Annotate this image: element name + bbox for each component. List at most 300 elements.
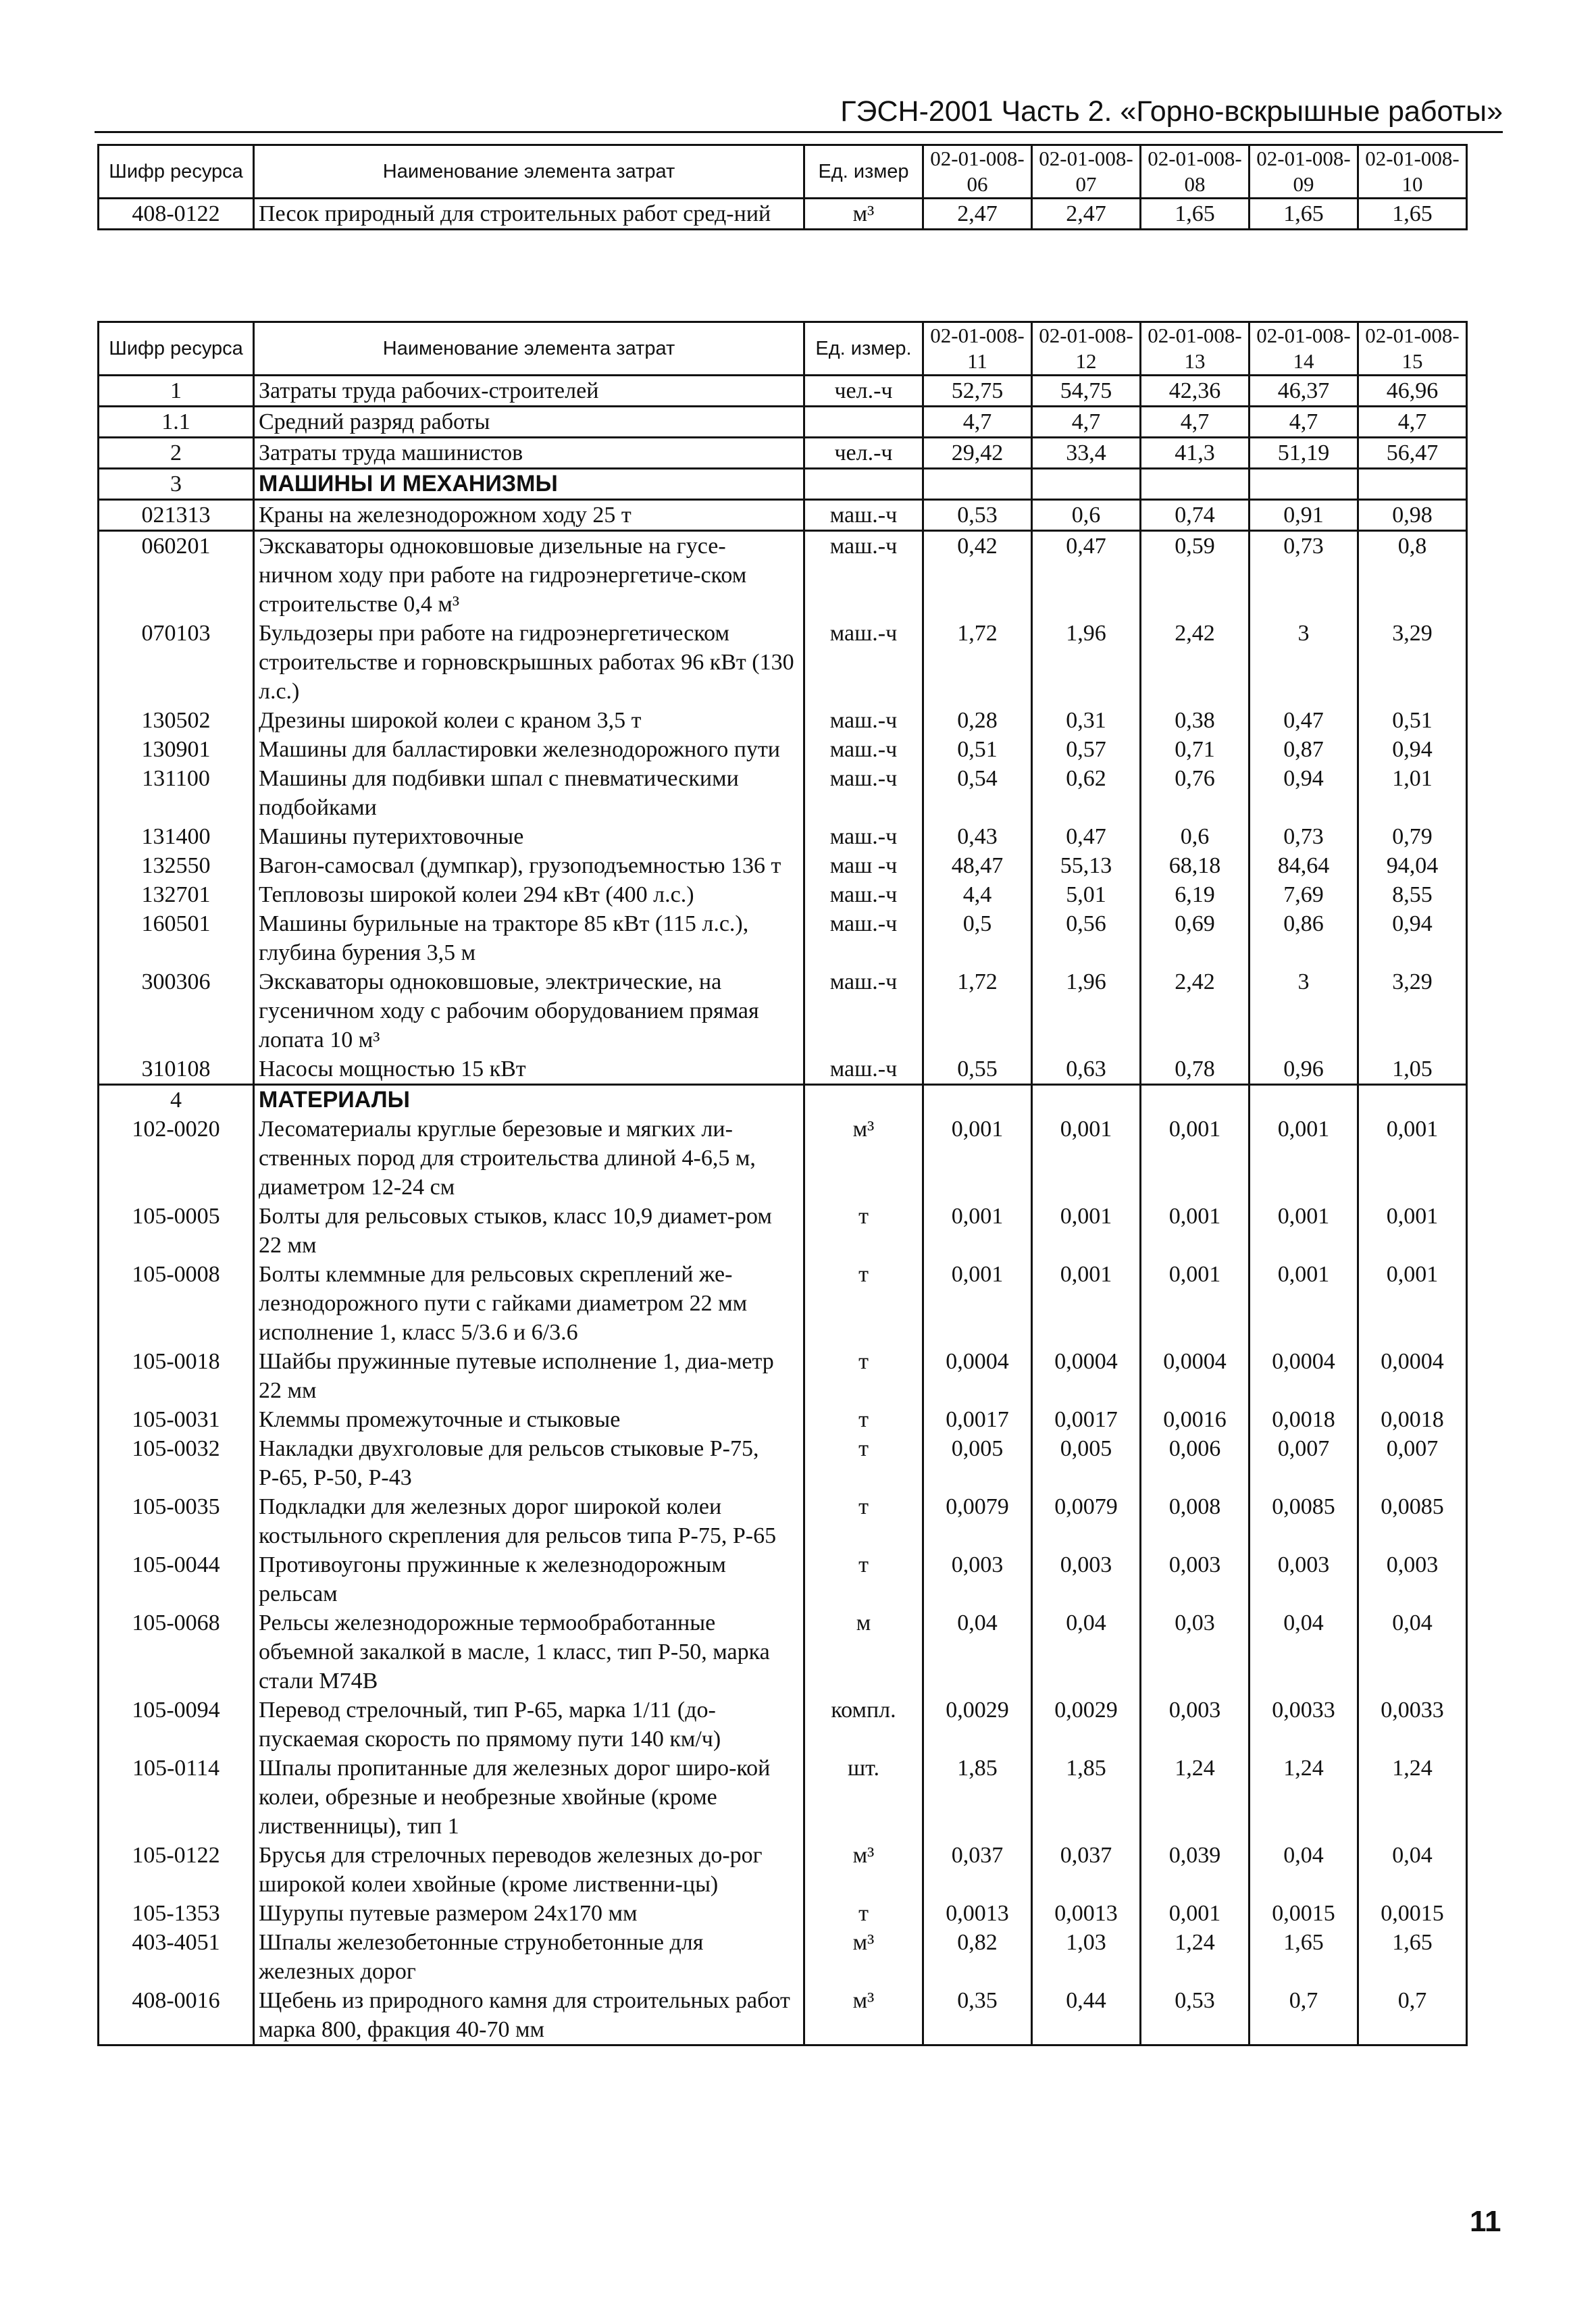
value-cell: 0,008 [1141,1492,1250,1550]
value-cell [1358,1085,1467,1115]
value-cell: 0,31 [1032,706,1141,735]
value-cell: 7,69 [1250,880,1358,909]
value-cell [1358,469,1467,500]
unit-cell: т [804,1492,923,1550]
value-cell [1250,469,1358,500]
value-cell: 0,28 [923,706,1032,735]
resource-name: Болты клеммные для рельсовых скреплений же-лезнодорожного пути с гайками диаметром 22 мм исполнение 1, класс 5/3.6 и 6/3.6 [254,1260,804,1347]
unit-cell [804,1085,923,1115]
value-cell: 0,5 [923,909,1032,967]
resource-code: 105-0035 [99,1492,254,1550]
value-cell: 1,65 [1358,1928,1467,1986]
value-cell: 0,87 [1250,735,1358,764]
value-cell: 33,4 [1032,438,1141,469]
table-body [99,376,1467,2045]
value-cell: 1,96 [1032,619,1141,706]
value-cell: 0,001 [1250,1115,1358,1202]
unit-cell: маш.-ч [804,619,923,706]
value-cell: 4,7 [1250,407,1358,438]
unit-cell: т [804,1347,923,1405]
resource-name: Затраты труда машинистов [254,438,804,469]
value-cell: 0,82 [923,1928,1032,1986]
value-cell: 46,96 [1358,376,1467,407]
value-cell: 0,007 [1250,1434,1358,1492]
unit-cell: т [804,1405,923,1434]
table-row [99,1347,1467,1405]
value-cell: 1,65 [1358,199,1467,230]
resource-name: Болты для рельсовых стыков, класс 10,9 диамет-ром 22 мм [254,1202,804,1260]
unit-cell: маш.-ч [804,880,923,909]
unit-cell: чел.-ч [804,376,923,407]
value-cell: 0,0013 [1032,1899,1141,1928]
resource-name: Шпалы пропитанные для железных дорог широ-кой колеи, обрезные и необрезные хвойные (кроме лиственницы), тип 1 [254,1754,804,1841]
resource-code: 403-4051 [99,1928,254,1986]
value-cell: 29,42 [923,438,1032,469]
value-cell: 0,73 [1250,531,1358,619]
resource-name: Краны на железнодорожном ходу 25 т [254,500,804,531]
resource-code: 105-0008 [99,1260,254,1347]
value-cell: 0,0017 [1032,1405,1141,1434]
value-cell: 8,55 [1358,880,1467,909]
resource-code: 105-0032 [99,1434,254,1492]
column-header-name: Наименование элемента затрат [254,145,804,199]
table-row [99,1434,1467,1492]
value-cell [1032,469,1141,500]
value-cell: 0,57 [1032,735,1141,764]
value-cell: 0,0004 [1032,1347,1141,1405]
unit-cell: маш.-ч [804,967,923,1054]
value-cell: 0,04 [923,1608,1032,1696]
column-header-norm: 02-01-008-14 [1250,322,1358,376]
value-cell: 1,24 [1358,1754,1467,1841]
value-cell: 1,24 [1141,1754,1250,1841]
value-cell: 0,91 [1250,500,1358,531]
resource-code: 105-0031 [99,1405,254,1434]
value-cell: 1,85 [923,1754,1032,1841]
unit-cell: маш.-ч [804,764,923,822]
value-cell: 0,71 [1141,735,1250,764]
table-row [99,1260,1467,1347]
unit-cell: т [804,1899,923,1928]
resource-code: 105-0005 [99,1202,254,1260]
value-cell [1250,1085,1358,1115]
resource-code: 105-0114 [99,1754,254,1841]
page-header [95,92,1503,133]
value-cell: 0,0016 [1141,1405,1250,1434]
resource-name: Песок природный для строительных работ сред-ний [254,199,804,230]
value-cell: 1,03 [1032,1928,1141,1986]
resource-code: 102-0020 [99,1115,254,1202]
resource-code: 070103 [99,619,254,706]
value-cell [1141,1085,1250,1115]
value-cell: 3 [1250,619,1358,706]
unit-cell: т [804,1260,923,1347]
value-cell: 0,001 [1141,1202,1250,1260]
column-header-norm: 02-01-008-08 [1141,145,1250,199]
resource-code: 1 [99,376,254,407]
resource-name: Затраты труда рабочих-строителей [254,376,804,407]
value-cell: 0,005 [1032,1434,1141,1492]
value-cell: 0,0018 [1358,1405,1467,1434]
table-row [99,1054,1467,1085]
table-header-row [99,322,1467,376]
value-cell [1032,1085,1141,1115]
value-cell: 0,7 [1358,1986,1467,2045]
table-row [99,764,1467,822]
table-row [99,1928,1467,1986]
resource-name: Машины путерихтовочные [254,822,804,851]
value-cell: 0,04 [1358,1841,1467,1899]
value-cell: 0,51 [923,735,1032,764]
unit-cell: маш.-ч [804,909,923,967]
resource-code: 131400 [99,822,254,851]
table-header-row [99,145,1467,199]
resource-table-top [97,144,1468,230]
table-row [99,438,1467,469]
value-cell: 0,94 [1358,735,1467,764]
column-header-norm: 02-01-008-09 [1250,145,1358,199]
value-cell: 4,7 [923,407,1032,438]
value-cell: 4,4 [923,880,1032,909]
unit-cell: м³ [804,1986,923,2045]
table-row [99,199,1467,230]
resource-name: Средний разряд работы [254,407,804,438]
value-cell: 1,01 [1358,764,1467,822]
table-row [99,1696,1467,1754]
value-cell: 48,47 [923,851,1032,880]
value-cell: 0,96 [1250,1054,1358,1085]
value-cell: 0,04 [1250,1608,1358,1696]
resource-code: 408-0016 [99,1986,254,2045]
value-cell: 0,56 [1032,909,1141,967]
table-row [99,1754,1467,1841]
table-row [99,851,1467,880]
table-row [99,376,1467,407]
unit-cell: м³ [804,1841,923,1899]
value-cell: 3 [1250,967,1358,1054]
value-cell: 1,85 [1032,1754,1141,1841]
resource-code: 2 [99,438,254,469]
value-cell: 1,72 [923,967,1032,1054]
value-cell: 0,0029 [923,1696,1032,1754]
column-header-name: Наименование элемента затрат [254,322,804,376]
table-row [99,1492,1467,1550]
value-cell [923,469,1032,500]
resource-name: Насосы мощностью 15 кВт [254,1054,804,1085]
value-cell: 0,55 [923,1054,1032,1085]
value-cell: 0,037 [923,1841,1032,1899]
unit-cell: т [804,1202,923,1260]
table-row [99,619,1467,706]
value-cell: 5,01 [1032,880,1141,909]
table-row [99,1986,1467,2045]
value-cell: 1,05 [1358,1054,1467,1085]
table-row [99,1115,1467,1202]
section-title: МАШИНЫ И МЕХАНИЗМЫ [254,469,804,500]
table-row [99,1899,1467,1928]
unit-cell: шт. [804,1754,923,1841]
value-cell: 0,001 [1032,1115,1141,1202]
unit-cell: м [804,1608,923,1696]
value-cell: 0,0085 [1250,1492,1358,1550]
column-header-norm: 02-01-008-11 [923,322,1032,376]
resource-name: Брусья для стрелочных переводов железных до-рог широкой колеи хвойные (кроме лиственни-цы) [254,1841,804,1899]
value-cell: 0,0004 [1250,1347,1358,1405]
value-cell: 0,001 [1032,1202,1141,1260]
resource-name: Бульдозеры при работе на гидроэнергетическом строительстве и горновскрышных работах 96 кВт (130 л.с.) [254,619,804,706]
value-cell: 0,04 [1358,1608,1467,1696]
value-cell: 2,42 [1141,619,1250,706]
value-cell: 1,65 [1250,1928,1358,1986]
value-cell: 55,13 [1032,851,1141,880]
value-cell: 0,47 [1032,531,1141,619]
value-cell: 0,001 [1141,1115,1250,1202]
value-cell: 6,19 [1141,880,1250,909]
unit-cell: маш.-ч [804,531,923,619]
value-cell: 0,35 [923,1986,1032,2045]
value-cell: 0,0079 [923,1492,1032,1550]
resource-name: Экскаваторы одноковшовые, электрические, на гусеничном ходу с рабочим оборудованием прямая лопата 10 м³ [254,967,804,1054]
value-cell: 0,0004 [1358,1347,1467,1405]
value-cell: 0,001 [923,1260,1032,1347]
unit-cell: маш.-ч [804,500,923,531]
value-cell: 0,79 [1358,822,1467,851]
value-cell: 0,0018 [1250,1405,1358,1434]
resource-code: 408-0122 [99,199,254,230]
value-cell: 0,003 [1032,1550,1141,1608]
section-row [99,469,1467,500]
page-number: 11 [1470,2205,1501,2238]
value-cell: 0,001 [1141,1899,1250,1928]
value-cell [1141,469,1250,500]
value-cell: 0,001 [1358,1115,1467,1202]
resource-code: 310108 [99,1054,254,1085]
resource-table-main [97,321,1468,2046]
value-cell: 0,0015 [1250,1899,1358,1928]
value-cell: 0,94 [1250,764,1358,822]
table-row [99,967,1467,1054]
value-cell: 0,0013 [923,1899,1032,1928]
value-cell: 0,53 [1141,1986,1250,2045]
value-cell: 54,75 [1032,376,1141,407]
resource-name: Рельсы железнодорожные термообработанные объемной закалкой в масле, 1 класс, тип Р-50, марка стали М74В [254,1608,804,1696]
value-cell: 0,001 [923,1115,1032,1202]
value-cell: 0,78 [1141,1054,1250,1085]
unit-cell: маш -ч [804,851,923,880]
unit-cell: маш.-ч [804,1054,923,1085]
value-cell: 94,04 [1358,851,1467,880]
value-cell: 0,59 [1141,531,1250,619]
value-cell: 1,72 [923,619,1032,706]
value-cell: 0,47 [1250,706,1358,735]
value-cell: 41,3 [1141,438,1250,469]
value-cell: 0,03 [1141,1608,1250,1696]
table-row [99,909,1467,967]
table-row [99,735,1467,764]
value-cell: 0,6 [1141,822,1250,851]
value-cell: 84,64 [1250,851,1358,880]
value-cell: 0,04 [1250,1841,1358,1899]
resource-name: Тепловозы широкой колеи 294 кВт (400 л.с.) [254,880,804,909]
unit-cell: компл. [804,1696,923,1754]
value-cell: 0,0033 [1250,1696,1358,1754]
value-cell: 0,001 [1358,1202,1467,1260]
value-cell: 0,7 [1250,1986,1358,2045]
resource-name: Дрезины широкой колеи с краном 3,5 т [254,706,804,735]
value-cell: 0,003 [923,1550,1032,1608]
value-cell: 0,0004 [923,1347,1032,1405]
value-cell: 0,006 [1141,1434,1250,1492]
value-cell: 0,0017 [923,1405,1032,1434]
unit-cell: маш.-ч [804,706,923,735]
value-cell: 3,29 [1358,967,1467,1054]
resource-name: Подкладки для железных дорог широкой колеи костыльного скрепления для рельсов типа Р-75, Р-65 [254,1492,804,1550]
resource-code: 132701 [99,880,254,909]
value-cell: 1,24 [1250,1754,1358,1841]
unit-cell [804,407,923,438]
resource-code: 105-0044 [99,1550,254,1608]
value-cell: 0,63 [1032,1054,1141,1085]
value-cell: 0,54 [923,764,1032,822]
value-cell: 0,001 [923,1202,1032,1260]
resource-code: 1.1 [99,407,254,438]
resource-code: 105-0068 [99,1608,254,1696]
column-header-code: Шифр ресурса [99,322,254,376]
column-header-norm: 02-01-008-13 [1141,322,1250,376]
unit-cell: м³ [804,199,923,230]
value-cell: 0,38 [1141,706,1250,735]
resource-code: 132550 [99,851,254,880]
value-cell: 0,53 [923,500,1032,531]
resource-code: 105-0094 [99,1696,254,1754]
table-row [99,500,1467,531]
resource-name: Противоугоны пружинные к железнодорожным рельсам [254,1550,804,1608]
section-row [99,1085,1467,1115]
unit-cell: т [804,1434,923,1492]
value-cell: 0,001 [1250,1260,1358,1347]
resource-code: 105-0122 [99,1841,254,1899]
value-cell: 0,037 [1032,1841,1141,1899]
column-header-unit: Ед. измер [804,145,923,199]
value-cell: 46,37 [1250,376,1358,407]
value-cell: 0,43 [923,822,1032,851]
value-cell: 3,29 [1358,619,1467,706]
value-cell: 0,62 [1032,764,1141,822]
unit-cell: м³ [804,1928,923,1986]
column-header-code: Шифр ресурса [99,145,254,199]
value-cell: 0,003 [1141,1550,1250,1608]
value-cell: 0,039 [1141,1841,1250,1899]
table-row [99,1608,1467,1696]
value-cell: 51,19 [1250,438,1358,469]
column-header-unit: Ед. измер. [804,322,923,376]
column-header-norm: 02-01-008-06 [923,145,1032,199]
value-cell: 0,51 [1358,706,1467,735]
column-header-norm: 02-01-008-12 [1032,322,1141,376]
table-row [99,531,1467,619]
table-row [99,1841,1467,1899]
value-cell: 0,47 [1032,822,1141,851]
value-cell: 0,0015 [1358,1899,1467,1928]
column-header-norm: 02-01-008-07 [1032,145,1141,199]
resource-name: Экскаваторы одноковшовые дизельные на гусе-ничном ходу при работе на гидроэнергетиче-ском строительстве 0,4 м³ [254,531,804,619]
table-body [99,199,1467,230]
value-cell: 0,42 [923,531,1032,619]
value-cell: 0,007 [1358,1434,1467,1492]
column-header-norm: 02-01-008-15 [1358,322,1467,376]
column-header-norm: 02-01-008-10 [1358,145,1467,199]
value-cell: 0,001 [1032,1260,1141,1347]
value-cell: 42,36 [1141,376,1250,407]
unit-cell: чел.-ч [804,438,923,469]
resource-name: Вагон-самосвал (думпкар), грузоподъемностью 136 т [254,851,804,880]
table-row [99,880,1467,909]
unit-cell: маш.-ч [804,822,923,851]
resource-code: 105-1353 [99,1899,254,1928]
value-cell: 0,86 [1250,909,1358,967]
resource-name: Машины бурильные на тракторе 85 кВт (115 л.с.), глубина бурения 3,5 м [254,909,804,967]
resource-code: 131100 [99,764,254,822]
section-title: МАТЕРИАЛЫ [254,1085,804,1115]
value-cell [923,1085,1032,1115]
resource-code: 021313 [99,500,254,531]
table-row [99,706,1467,735]
value-cell: 0,003 [1250,1550,1358,1608]
unit-cell: маш.-ч [804,735,923,764]
value-cell: 0,0085 [1358,1492,1467,1550]
value-cell: 0,98 [1358,500,1467,531]
value-cell: 2,47 [1032,199,1141,230]
value-cell: 0,6 [1032,500,1141,531]
value-cell: 0,73 [1250,822,1358,851]
value-cell: 56,47 [1358,438,1467,469]
value-cell: 4,7 [1032,407,1141,438]
table-row [99,1202,1467,1260]
resource-code: 3 [99,469,254,500]
value-cell: 0,04 [1032,1608,1141,1696]
resource-name: Машины для подбивки шпал с пневматическими подбойками [254,764,804,822]
value-cell: 0,69 [1141,909,1250,967]
value-cell: 0,0033 [1358,1696,1467,1754]
value-cell: 1,65 [1141,199,1250,230]
value-cell: 0,0004 [1141,1347,1250,1405]
value-cell: 0,003 [1358,1550,1467,1608]
resource-name: Перевод стрелочный, тип Р-65, марка 1/11 (до-пускаемая скорость по прямому пути 140 км/ч) [254,1696,804,1754]
resource-code: 060201 [99,531,254,619]
resource-code: 300306 [99,967,254,1054]
value-cell: 0,44 [1032,1986,1141,2045]
resource-code: 130502 [99,706,254,735]
value-cell: 1,65 [1250,199,1358,230]
resource-code: 160501 [99,909,254,967]
value-cell: 0,001 [1250,1202,1358,1260]
value-cell: 2,42 [1141,967,1250,1054]
value-cell: 68,18 [1141,851,1250,880]
value-cell: 0,003 [1141,1696,1250,1754]
value-cell: 0,74 [1141,500,1250,531]
value-cell: 0,0079 [1032,1492,1141,1550]
unit-cell: т [804,1550,923,1608]
table-row [99,822,1467,851]
unit-cell: м³ [804,1115,923,1202]
value-cell: 0,94 [1358,909,1467,967]
value-cell: 1,96 [1032,967,1141,1054]
resource-name: Шпалы железобетонные струнобетонные для железных дорог [254,1928,804,1986]
resource-code: 4 [99,1085,254,1115]
value-cell: 0,8 [1358,531,1467,619]
resource-name: Шайбы пружинные путевые исполнение 1, диа-метр 22 мм [254,1347,804,1405]
resource-name: Шурупы путевые размером 24х170 мм [254,1899,804,1928]
